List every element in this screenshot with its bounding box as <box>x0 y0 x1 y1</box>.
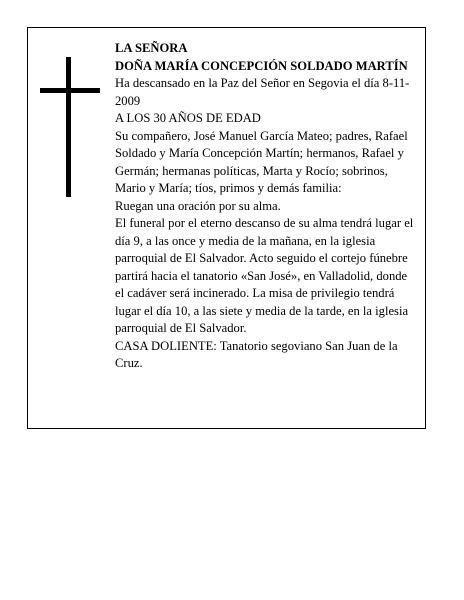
age: A LOS 30 AÑOS DE EDAD <box>115 111 261 125</box>
funeral-details: El funeral por el eterno descanso de su alma tendrá lugar el día 9, a las once y media de la mañana, en la iglesia parroquial de El Salvador. Acto seguido el cortejo fúnebre partirá hacia el tanatorio «San José», en Valladolid, donde el cadáver será incinerado. La misa de privilegio tendrá lugar el día 10, a las siete y media de la tarde, en la iglesia parroquial de El Salvador. <box>115 216 414 335</box>
cross-vertical-bar <box>66 57 71 197</box>
obituary-text <box>115 40 418 373</box>
prayer-request: Ruegan una oración por su alma. <box>115 198 281 213</box>
deceased-name: DOÑA MARÍA CONCEPCIÓN SOLDADO MARTÍN <box>115 58 408 73</box>
mourning-house: CASA DOLIENTE: Tanatorio segoviano San Juan de la Cruz. <box>115 338 398 370</box>
cross-icon <box>40 57 100 197</box>
death-notice: Ha descansado en la Paz del Señor en Segovia el día 8-11-2009 <box>115 76 410 108</box>
honorific: LA SEÑORA <box>115 41 188 55</box>
family-list: Su compañero, José Manuel García Mateo; padres, Rafael Soldado y María Concepción Martín; hermanos, Rafael y Germán; hermanas políticas, Marta y Rocío; sobrinos, Mario y María; tíos, primos y demás familia: <box>115 128 408 195</box>
cross-horizontal-bar <box>40 88 100 93</box>
